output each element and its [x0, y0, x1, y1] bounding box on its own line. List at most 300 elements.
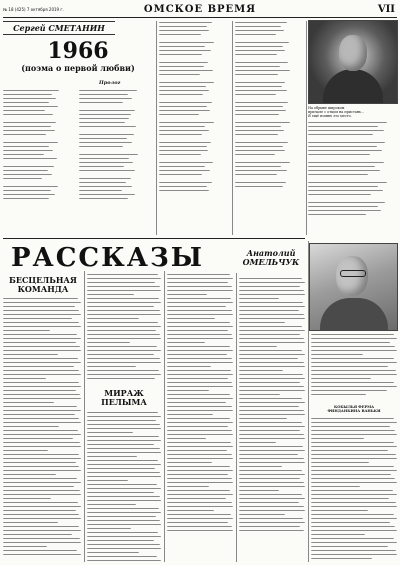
text-line — [167, 501, 232, 503]
text-line — [239, 481, 304, 483]
text-line — [308, 186, 378, 188]
text-line — [239, 325, 302, 327]
text-line — [235, 53, 277, 55]
text-line — [3, 445, 81, 447]
text-line — [235, 21, 287, 23]
text-line — [87, 559, 161, 561]
text-line — [308, 182, 387, 184]
text-line — [3, 333, 77, 335]
text-line — [167, 525, 232, 527]
text-line — [167, 453, 232, 455]
text-line — [3, 113, 53, 115]
text-line — [87, 451, 161, 453]
story-column-5-top — [311, 333, 397, 403]
text-line — [87, 423, 160, 425]
text-line — [239, 509, 305, 511]
text-line — [311, 441, 394, 443]
text-line — [79, 181, 126, 183]
text-line — [87, 273, 158, 275]
text-line — [167, 417, 230, 419]
text-line — [87, 499, 161, 501]
text-line — [3, 385, 81, 387]
text-line — [311, 481, 397, 483]
text-line — [239, 277, 302, 279]
text-line — [167, 477, 232, 479]
text-line — [239, 513, 285, 515]
text-line — [87, 459, 158, 461]
text-line — [87, 515, 156, 517]
text-line — [311, 473, 391, 475]
text-line — [235, 165, 281, 167]
text-line — [159, 81, 214, 83]
text-line — [308, 190, 383, 192]
text-line — [159, 109, 210, 111]
text-line — [87, 277, 161, 279]
text-line — [159, 189, 209, 191]
text-line — [3, 433, 81, 435]
story-column-1 — [3, 297, 81, 562]
text-line — [79, 125, 136, 127]
text-line — [311, 513, 394, 515]
text-line — [3, 177, 42, 179]
text-line — [239, 473, 305, 475]
text-line — [311, 477, 395, 479]
text-line — [3, 305, 75, 307]
text-line — [87, 467, 155, 469]
text-line — [235, 101, 288, 103]
text-line — [167, 349, 233, 351]
text-line — [87, 329, 156, 331]
text-line — [167, 333, 232, 335]
text-line — [239, 293, 305, 295]
text-line — [167, 317, 215, 319]
text-line — [239, 345, 277, 347]
text-line — [167, 481, 233, 483]
text-line — [239, 301, 303, 303]
text-line — [235, 169, 287, 171]
section-title: РАССКАЗЫ — [11, 243, 204, 273]
text-line — [308, 202, 385, 204]
text-line — [239, 425, 305, 427]
text-line — [87, 333, 160, 335]
text-line — [311, 357, 394, 359]
text-line — [3, 93, 52, 95]
text-line — [3, 429, 78, 431]
text-line — [3, 545, 47, 547]
text-line — [239, 397, 302, 399]
text-line — [3, 101, 49, 103]
text-line — [3, 349, 81, 351]
text-line — [311, 341, 390, 343]
text-line — [3, 353, 58, 355]
text-line — [311, 509, 368, 511]
text-line — [79, 93, 128, 95]
text-line — [311, 453, 396, 455]
text-line — [239, 381, 300, 383]
text-line — [239, 429, 300, 431]
text-line — [87, 373, 161, 375]
text-line — [87, 301, 161, 303]
text-line — [159, 181, 212, 183]
author2-photo — [309, 243, 398, 331]
text-line — [79, 117, 129, 119]
text-line — [167, 309, 232, 311]
text-line — [311, 373, 397, 375]
text-line — [239, 313, 304, 315]
text-line — [159, 133, 202, 135]
text-line — [3, 337, 81, 339]
text-line — [167, 361, 233, 363]
text-line — [3, 521, 58, 523]
text-line — [87, 349, 161, 351]
poem-title: 1966 — [47, 38, 109, 64]
text-line — [311, 525, 395, 527]
text-line — [311, 337, 397, 339]
text-line — [3, 197, 49, 199]
column-rule — [236, 273, 237, 562]
section-divider — [3, 238, 305, 239]
text-line — [87, 353, 154, 355]
text-line — [235, 89, 287, 91]
text-line — [87, 321, 158, 323]
text-line — [3, 301, 81, 303]
story-column-5-bottom — [311, 417, 397, 562]
text-line — [167, 421, 233, 423]
text-line — [311, 533, 365, 535]
text-line — [239, 445, 303, 447]
text-line — [167, 321, 230, 323]
text-line — [159, 149, 208, 151]
text-line — [87, 507, 159, 509]
text-line — [235, 93, 276, 95]
text-line — [87, 325, 161, 327]
text-line — [167, 517, 233, 519]
text-line — [311, 389, 387, 391]
text-line — [239, 453, 298, 455]
text-line — [235, 65, 280, 67]
text-line — [167, 285, 232, 287]
text-line — [3, 413, 75, 415]
text-line — [87, 369, 159, 371]
text-line — [3, 537, 80, 539]
text-line — [167, 301, 233, 303]
sidebar-subheading: КОБЫЛЬЯ ФЕРМА ФИНДАНКИНА ВАНЬКИ — [327, 405, 381, 414]
text-line — [308, 194, 371, 196]
text-line — [3, 393, 80, 395]
text-line — [159, 49, 211, 51]
text-line — [235, 33, 276, 35]
text-line — [311, 557, 372, 559]
text-line — [87, 411, 158, 413]
text-line — [3, 405, 77, 407]
text-line — [87, 419, 156, 421]
text-line — [87, 443, 154, 445]
text-line — [167, 485, 209, 487]
text-line — [235, 85, 282, 87]
text-line — [239, 521, 305, 523]
text-line — [167, 293, 207, 295]
text-line — [87, 475, 161, 477]
text-line — [3, 525, 79, 527]
text-line — [87, 361, 161, 363]
text-line — [3, 361, 81, 363]
text-line — [311, 541, 397, 543]
text-line — [167, 377, 228, 379]
column-rule — [164, 271, 165, 562]
text-line — [311, 361, 397, 363]
text-line — [3, 129, 55, 131]
text-line — [311, 393, 366, 395]
text-line — [235, 149, 285, 151]
text-line — [159, 101, 212, 103]
text-line — [87, 297, 159, 299]
text-line — [239, 393, 280, 395]
text-line — [311, 457, 397, 459]
masthead: ОМСКОЕ ВРЕМЯ — [143, 4, 257, 15]
text-line — [3, 153, 44, 155]
text-line — [235, 161, 290, 163]
text-line — [167, 433, 233, 435]
text-line — [311, 417, 394, 419]
text-line — [239, 529, 304, 531]
text-line — [311, 377, 371, 379]
text-line — [159, 141, 211, 143]
text-line — [79, 133, 134, 135]
text-line — [308, 142, 385, 144]
text-line — [87, 439, 161, 441]
text-line — [159, 89, 209, 91]
text-line — [3, 461, 76, 463]
text-line — [87, 309, 160, 311]
text-line — [159, 153, 201, 155]
text-line — [3, 193, 55, 195]
text-line — [308, 134, 373, 136]
text-line — [3, 317, 72, 319]
text-line — [79, 165, 124, 167]
text-line — [239, 517, 303, 519]
text-line — [167, 357, 232, 359]
text-line — [239, 469, 302, 471]
text-line — [3, 141, 58, 143]
text-line — [87, 551, 139, 553]
photo-caption-text: На обрыве широком причале с отцом на пристань... Я ещё помню это место. — [308, 106, 365, 119]
text-line — [311, 537, 394, 539]
text-line — [235, 41, 289, 43]
text-line — [3, 501, 78, 503]
text-line — [239, 505, 304, 507]
text-line — [239, 365, 305, 367]
text-line — [3, 553, 81, 555]
text-line — [308, 166, 375, 168]
text-line — [87, 455, 137, 457]
author-photo — [308, 20, 398, 104]
text-line — [239, 377, 305, 379]
text-line — [3, 357, 78, 359]
text-line — [79, 153, 138, 155]
text-line — [167, 393, 230, 395]
text-line — [3, 465, 79, 467]
newspaper-page — [3, 3, 397, 562]
text-line — [239, 285, 300, 287]
text-line — [3, 421, 81, 423]
text-line — [311, 465, 394, 467]
text-line — [308, 154, 370, 156]
text-line — [167, 469, 233, 471]
text-line — [3, 469, 81, 471]
text-line — [87, 519, 160, 521]
text-line — [167, 449, 227, 451]
text-line — [167, 409, 233, 411]
text-line — [79, 113, 131, 115]
text-line — [159, 165, 205, 167]
text-line — [239, 389, 305, 391]
text-line — [167, 325, 233, 327]
text-line — [311, 381, 394, 383]
text-line — [159, 161, 213, 163]
text-line — [87, 345, 157, 347]
text-line — [3, 457, 81, 459]
text-line — [79, 141, 132, 143]
text-line — [3, 97, 56, 99]
text-line — [235, 49, 285, 51]
text-line — [311, 353, 363, 355]
text-line — [3, 373, 81, 375]
text-line — [239, 281, 305, 283]
text-line — [79, 89, 137, 91]
text-line — [308, 206, 378, 208]
text-line — [3, 401, 54, 403]
text-line — [311, 485, 360, 487]
text-line — [159, 53, 202, 55]
story-column-2-top — [87, 273, 161, 385]
text-line — [159, 21, 212, 23]
text-line — [79, 101, 123, 103]
text-line — [79, 185, 132, 187]
text-line — [311, 549, 396, 551]
text-line — [308, 126, 378, 128]
text-line — [167, 353, 227, 355]
text-line — [3, 453, 79, 455]
text-line — [167, 441, 231, 443]
text-line — [3, 145, 49, 147]
text-line — [159, 121, 214, 123]
text-line — [311, 545, 388, 547]
text-line — [3, 329, 50, 331]
text-line — [87, 365, 136, 367]
text-line — [159, 93, 203, 95]
text-line — [167, 369, 231, 371]
text-line — [87, 337, 161, 339]
text-line — [3, 489, 80, 491]
text-line — [87, 487, 161, 489]
text-line — [167, 461, 212, 463]
text-line — [235, 133, 278, 135]
text-line — [311, 425, 390, 427]
text-line — [87, 317, 139, 319]
text-line — [3, 325, 81, 327]
text-line — [159, 33, 201, 35]
text-line — [3, 89, 59, 91]
text-line — [167, 341, 205, 343]
text-line — [235, 145, 283, 147]
text-line — [3, 165, 54, 167]
text-line — [311, 345, 395, 347]
text-line — [159, 65, 204, 67]
text-line — [239, 525, 300, 527]
text-line — [3, 149, 53, 151]
text-line — [167, 329, 228, 331]
text-line — [87, 479, 128, 481]
text-line — [239, 401, 305, 403]
text-line — [3, 529, 81, 531]
text-line — [311, 501, 396, 503]
text-line — [239, 341, 305, 343]
text-line — [167, 425, 228, 427]
text-line — [311, 493, 397, 495]
text-line — [159, 69, 213, 71]
text-line — [159, 129, 209, 131]
text-line — [3, 189, 51, 191]
text-line — [87, 281, 155, 283]
text-line — [239, 385, 304, 387]
text-line — [167, 413, 213, 415]
text-line — [311, 333, 394, 335]
story1-title: БЕСЦЕЛЬНАЯ КОМАНДА — [9, 275, 77, 294]
text-line — [239, 493, 302, 495]
text-line — [3, 105, 58, 107]
text-line — [79, 197, 128, 199]
text-line — [235, 141, 288, 143]
column-rule — [156, 21, 157, 235]
text-line — [167, 489, 230, 491]
text-line — [87, 523, 161, 525]
text-line — [167, 289, 233, 291]
text-line — [3, 365, 74, 367]
text-line — [239, 409, 304, 411]
text-line — [87, 431, 133, 433]
story-column-2-bottom — [87, 411, 161, 562]
text-line — [159, 25, 207, 27]
text-line — [159, 113, 199, 115]
text-line — [235, 109, 286, 111]
text-line — [235, 121, 290, 123]
text-line — [239, 457, 304, 459]
text-line — [3, 473, 56, 475]
text-line — [311, 461, 369, 463]
story-author: Анатолий ОМЕЛЬЧУК — [242, 248, 300, 267]
text-line — [239, 369, 283, 371]
text-line — [3, 341, 76, 343]
text-line — [311, 365, 388, 367]
text-line — [87, 527, 131, 529]
text-line — [87, 511, 161, 513]
text-line — [87, 293, 134, 295]
text-line — [79, 97, 132, 99]
text-line — [87, 305, 154, 307]
text-line — [159, 185, 207, 187]
text-line — [167, 465, 230, 467]
text-line — [87, 435, 159, 437]
text-line — [239, 413, 305, 415]
text-line — [239, 461, 305, 463]
text-line — [239, 417, 287, 419]
text-line — [311, 553, 397, 555]
text-line — [79, 121, 125, 123]
text-line — [3, 437, 73, 439]
text-line — [167, 521, 228, 523]
text-line — [79, 169, 135, 171]
text-line — [239, 361, 304, 363]
